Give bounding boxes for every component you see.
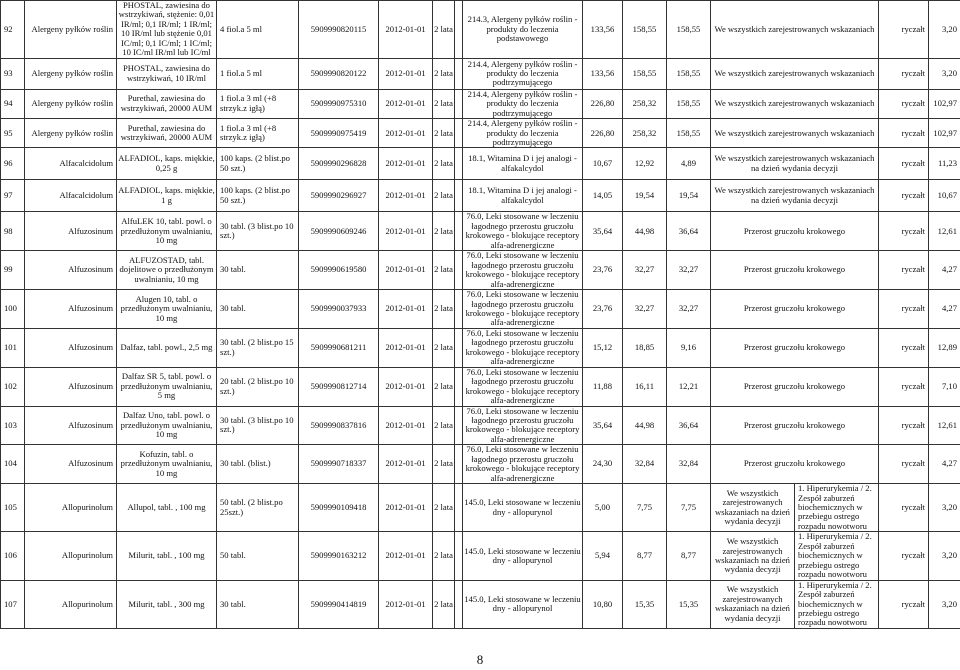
cell-empty bbox=[455, 580, 463, 628]
cell-date: 2012-01-01 bbox=[379, 58, 433, 89]
cell-price-limit: 7,75 bbox=[667, 484, 711, 532]
cell-price-official: 35,64 bbox=[583, 406, 623, 445]
table-row bbox=[1, 89, 960, 118]
cell-payment-level: ryczałt bbox=[879, 445, 929, 484]
cell-ean: 5909990837816 bbox=[299, 406, 379, 445]
cell-price-wholesale: 18,85 bbox=[623, 328, 667, 367]
cell-limit-group: 214.4, Alergeny pyłków roślin - produkty do leczenia podtrzymującego bbox=[463, 89, 583, 118]
cell-indications: We wszystkich zarejestrowanych wskazaniach na dzień wydania decyzji bbox=[711, 484, 795, 532]
cell-price-wholesale: 7,75 bbox=[623, 484, 667, 532]
cell-limit-group: 76.0, Leki stosowane w leczeniu łagodnego przerostu gruczołu krokowego - blokujące receptory alfa-adrenergiczne bbox=[463, 251, 583, 290]
cell-term: 2 lata bbox=[433, 58, 455, 89]
cell-limit-group: 18.1, Witamina D i jej analogi - alfakalcydol bbox=[463, 180, 583, 212]
cell-price-limit: 12,21 bbox=[667, 367, 711, 406]
cell-copayment: 12,61 bbox=[929, 212, 960, 251]
cell-payment-level: ryczałt bbox=[879, 367, 929, 406]
cell-substance: Allopurinolum bbox=[25, 580, 117, 628]
cell-product-form: Dalfaz, tabl. powl., 2,5 mg bbox=[117, 328, 217, 367]
cell-product-form: Purethal, zawiesina do wstrzykiwań, 20000 AUM bbox=[117, 89, 217, 118]
cell-package: 30 tabl. (2 blist.po 15 szt.) bbox=[217, 328, 299, 367]
cell-copayment: 11,23 bbox=[929, 148, 960, 180]
cell-price-limit: 19,54 bbox=[667, 180, 711, 212]
cell-number: 105 bbox=[1, 484, 25, 532]
cell-payment-level: ryczałt bbox=[879, 290, 929, 329]
cell-indications: We wszystkich zarejestrowanych wskazaniach bbox=[711, 1, 879, 59]
cell-price-limit: 15,35 bbox=[667, 580, 711, 628]
cell-price-wholesale: 19,54 bbox=[623, 180, 667, 212]
cell-empty bbox=[455, 251, 463, 290]
table-row bbox=[1, 212, 960, 251]
cell-term: 2 lata bbox=[433, 580, 455, 628]
cell-package: 100 kaps. (2 blist.po 50 szt.) bbox=[217, 148, 299, 180]
cell-price-official: 5,00 bbox=[583, 484, 623, 532]
cell-copayment: 7,10 bbox=[929, 367, 960, 406]
cell-copayment: 10,67 bbox=[929, 180, 960, 212]
cell-price-limit: 158,55 bbox=[667, 119, 711, 148]
table-row bbox=[1, 367, 960, 406]
cell-date: 2012-01-01 bbox=[379, 290, 433, 329]
cell-term: 2 lata bbox=[433, 290, 455, 329]
cell-price-official: 10,67 bbox=[583, 148, 623, 180]
cell-limit-group: 214.4, Alergeny pyłków roślin - produkty do leczenia podtrzymującego bbox=[463, 58, 583, 89]
cell-product-form: ALFUZOSTAD, tabl. dojelitowe o przedłużonym uwalnianiu, 10 mg bbox=[117, 251, 217, 290]
cell-copayment: 3,20 bbox=[929, 484, 960, 532]
cell-indications: We wszystkich zarejestrowanych wskazaniach na dzień wydania decyzji bbox=[711, 580, 795, 628]
cell-package: 4 fiol.a 5 ml bbox=[217, 1, 299, 59]
cell-copayment: 4,27 bbox=[929, 251, 960, 290]
cell-number: 102 bbox=[1, 367, 25, 406]
cell-empty bbox=[455, 212, 463, 251]
cell-term: 2 lata bbox=[433, 367, 455, 406]
cell-date: 2012-01-01 bbox=[379, 328, 433, 367]
cell-substance: Alergeny pyłków roślin bbox=[25, 58, 117, 89]
cell-indications: We wszystkich zarejestrowanych wskazaniach na dzień wydania decyzji bbox=[711, 180, 879, 212]
cell-indications: Przerost gruczołu krokowego bbox=[711, 251, 879, 290]
cell-package: 30 tabl. (blist.) bbox=[217, 445, 299, 484]
cell-date: 2012-01-01 bbox=[379, 532, 433, 580]
cell-copayment: 102,97 bbox=[929, 89, 960, 118]
cell-term: 2 lata bbox=[433, 119, 455, 148]
cell-indications-extra: 1. Hiperurykemia / 2. Zespół zaburzeń biochemicznych w przebiegu ostrego rozpadu nowotworu bbox=[795, 532, 879, 580]
cell-number: 101 bbox=[1, 328, 25, 367]
cell-payment-level: ryczałt bbox=[879, 251, 929, 290]
cell-date: 2012-01-01 bbox=[379, 148, 433, 180]
cell-substance: Allopurinolum bbox=[25, 532, 117, 580]
cell-product-form: Milurit, tabl. , 100 mg bbox=[117, 532, 217, 580]
cell-ean: 5909990975310 bbox=[299, 89, 379, 118]
cell-price-wholesale: 258,32 bbox=[623, 89, 667, 118]
cell-price-limit: 158,55 bbox=[667, 1, 711, 59]
cell-package: 30 tabl. (3 blist.po 10 szt.) bbox=[217, 212, 299, 251]
cell-copayment: 102,97 bbox=[929, 119, 960, 148]
cell-limit-group: 76.0, Leki stosowane w leczeniu łagodnego przerostu gruczołu krokowego - blokujące receptory alfa-adrenergiczne bbox=[463, 290, 583, 329]
table-row bbox=[1, 180, 960, 212]
cell-substance: Alfuzosinum bbox=[25, 251, 117, 290]
cell-empty bbox=[455, 148, 463, 180]
cell-limit-group: 18.1, Witamina D i jej analogi - alfakalcydol bbox=[463, 148, 583, 180]
cell-price-wholesale: 44,98 bbox=[623, 406, 667, 445]
table-row bbox=[1, 532, 960, 580]
cell-term: 2 lata bbox=[433, 406, 455, 445]
cell-copayment: 12,89 bbox=[929, 328, 960, 367]
cell-product-form: Allupol, tabl. , 100 mg bbox=[117, 484, 217, 532]
cell-product-form: Purethal, zawiesina do wstrzykiwań, 20000 AUM bbox=[117, 119, 217, 148]
cell-ean: 5909990296927 bbox=[299, 180, 379, 212]
cell-limit-group: 76.0, Leki stosowane w leczeniu łagodnego przerostu gruczołu krokowego - blokujące receptory alfa-adrenergiczne bbox=[463, 406, 583, 445]
cell-product-form: Dalfaz SR 5, tabl. powl. o przedłużonym uwalnianiu, 5 mg bbox=[117, 367, 217, 406]
cell-indications: We wszystkich zarejestrowanych wskazaniach bbox=[711, 58, 879, 89]
cell-product-form: Alugen 10, tabl. o przedłużonym uwalnianiu, 10 mg bbox=[117, 290, 217, 329]
cell-substance: Alfacalcidolum bbox=[25, 180, 117, 212]
cell-number: 103 bbox=[1, 406, 25, 445]
cell-product-form: ALFADIOL, kaps. miękkie, 1 g bbox=[117, 180, 217, 212]
cell-limit-group: 145.0, Leki stosowane w leczeniu dny - allopurynol bbox=[463, 484, 583, 532]
cell-substance: Alergeny pyłków roślin bbox=[25, 89, 117, 118]
cell-payment-level: ryczałt bbox=[879, 58, 929, 89]
cell-substance: Alergeny pyłków roślin bbox=[25, 119, 117, 148]
cell-price-wholesale: 32,27 bbox=[623, 290, 667, 329]
cell-price-limit: 4,89 bbox=[667, 148, 711, 180]
cell-indications: Przerost gruczołu krokowego bbox=[711, 367, 879, 406]
cell-product-form: AlfuLEK 10, tabl. powl. o przedłużonym uwalnianiu, 10 mg bbox=[117, 212, 217, 251]
cell-term: 2 lata bbox=[433, 484, 455, 532]
cell-payment-level: ryczałt bbox=[879, 119, 929, 148]
cell-limit-group: 76.0, Leki stosowane w leczeniu łagodnego przerostu gruczołu krokowego - blokujące receptory alfa-adrenergiczne bbox=[463, 212, 583, 251]
cell-date: 2012-01-01 bbox=[379, 212, 433, 251]
cell-indications: We wszystkich zarejestrowanych wskazaniach bbox=[711, 119, 879, 148]
table-row bbox=[1, 58, 960, 89]
cell-substance: Alfuzosinum bbox=[25, 328, 117, 367]
cell-substance: Alfuzosinum bbox=[25, 367, 117, 406]
cell-price-official: 226,80 bbox=[583, 89, 623, 118]
cell-date: 2012-01-01 bbox=[379, 445, 433, 484]
cell-price-official: 11,88 bbox=[583, 367, 623, 406]
cell-price-official: 24,30 bbox=[583, 445, 623, 484]
table-row bbox=[1, 148, 960, 180]
cell-product-form: ALFADIOL, kaps. miękkie, 0,25 g bbox=[117, 148, 217, 180]
cell-price-wholesale: 16,11 bbox=[623, 367, 667, 406]
cell-product-form: Dalfaz Uno, tabl. powl. o przedłużonym uwalnianiu, 10 mg bbox=[117, 406, 217, 445]
cell-price-limit: 8,77 bbox=[667, 532, 711, 580]
table-row bbox=[1, 119, 960, 148]
cell-number: 107 bbox=[1, 580, 25, 628]
cell-empty bbox=[455, 290, 463, 329]
cell-package: 50 tabl. (2 blist.po 25szt.) bbox=[217, 484, 299, 532]
cell-price-limit: 158,55 bbox=[667, 58, 711, 89]
cell-payment-level: ryczałt bbox=[879, 1, 929, 59]
cell-package: 1 fiol.a 3 ml (+8 strzyk.z igłą) bbox=[217, 119, 299, 148]
table-row bbox=[1, 406, 960, 445]
cell-price-official: 5,94 bbox=[583, 532, 623, 580]
cell-substance: Alfacalcidolum bbox=[25, 148, 117, 180]
cell-term: 2 lata bbox=[433, 180, 455, 212]
cell-number: 92 bbox=[1, 1, 25, 59]
cell-package: 1 fiol.a 5 ml bbox=[217, 58, 299, 89]
cell-number: 97 bbox=[1, 180, 25, 212]
cell-price-wholesale: 158,55 bbox=[623, 1, 667, 59]
cell-date: 2012-01-01 bbox=[379, 119, 433, 148]
cell-package: 1 fiol.a 3 ml (+8 strzyk.z igłą) bbox=[217, 89, 299, 118]
cell-date: 2012-01-01 bbox=[379, 580, 433, 628]
cell-term: 2 lata bbox=[433, 1, 455, 59]
cell-date: 2012-01-01 bbox=[379, 1, 433, 59]
cell-ean: 5909990037933 bbox=[299, 290, 379, 329]
cell-empty bbox=[455, 1, 463, 59]
cell-price-limit: 36,64 bbox=[667, 212, 711, 251]
cell-limit-group: 214.3, Alergeny pyłków roślin - produkty do leczenia podstawowego bbox=[463, 1, 583, 59]
cell-empty bbox=[455, 367, 463, 406]
cell-empty bbox=[455, 406, 463, 445]
cell-ean: 5909990414819 bbox=[299, 580, 379, 628]
cell-substance: Alergeny pyłków roślin bbox=[25, 1, 117, 59]
cell-number: 95 bbox=[1, 119, 25, 148]
cell-copayment: 3,20 bbox=[929, 1, 960, 59]
cell-empty bbox=[455, 119, 463, 148]
table-row bbox=[1, 484, 960, 532]
cell-empty bbox=[455, 532, 463, 580]
cell-limit-group: 76.0, Leki stosowane w leczeniu łagodnego przerostu gruczołu krokowego - blokujące receptory alfa-adrenergiczne bbox=[463, 445, 583, 484]
cell-substance: Alfuzosinum bbox=[25, 290, 117, 329]
table-row bbox=[1, 445, 960, 484]
table-row bbox=[1, 328, 960, 367]
cell-price-official: 23,76 bbox=[583, 251, 623, 290]
cell-substance: Alfuzosinum bbox=[25, 406, 117, 445]
cell-price-official: 15,12 bbox=[583, 328, 623, 367]
cell-ean: 5909990820115 bbox=[299, 1, 379, 59]
cell-payment-level: ryczałt bbox=[879, 532, 929, 580]
cell-price-official: 226,80 bbox=[583, 119, 623, 148]
cell-indications: We wszystkich zarejestrowanych wskazaniach na dzień wydania decyzji bbox=[711, 148, 879, 180]
cell-indications: Przerost gruczołu krokowego bbox=[711, 290, 879, 329]
table-row bbox=[1, 251, 960, 290]
cell-date: 2012-01-01 bbox=[379, 89, 433, 118]
cell-price-wholesale: 158,55 bbox=[623, 58, 667, 89]
cell-copayment: 4,27 bbox=[929, 290, 960, 329]
cell-price-limit: 158,55 bbox=[667, 89, 711, 118]
cell-indications: We wszystkich zarejestrowanych wskazaniach na dzień wydania decyzji bbox=[711, 532, 795, 580]
cell-copayment: 3,20 bbox=[929, 58, 960, 89]
cell-payment-level: ryczałt bbox=[879, 406, 929, 445]
cell-ean: 5909990296828 bbox=[299, 148, 379, 180]
cell-copayment: 4,27 bbox=[929, 445, 960, 484]
cell-price-official: 133,56 bbox=[583, 58, 623, 89]
cell-copayment: 3,20 bbox=[929, 532, 960, 580]
cell-price-official: 133,56 bbox=[583, 1, 623, 59]
page-number: 8 bbox=[476, 652, 484, 667]
cell-package: 100 kaps. (2 blist.po 50 szt.) bbox=[217, 180, 299, 212]
cell-term: 2 lata bbox=[433, 212, 455, 251]
cell-price-limit: 32,27 bbox=[667, 251, 711, 290]
cell-ean: 5909990619580 bbox=[299, 251, 379, 290]
cell-term: 2 lata bbox=[433, 328, 455, 367]
cell-product-form: Milurit, tabl. , 300 mg bbox=[117, 580, 217, 628]
cell-price-wholesale: 32,84 bbox=[623, 445, 667, 484]
cell-empty bbox=[455, 58, 463, 89]
cell-ean: 5909990820122 bbox=[299, 58, 379, 89]
cell-date: 2012-01-01 bbox=[379, 406, 433, 445]
cell-copayment: 3,20 bbox=[929, 580, 960, 628]
cell-term: 2 lata bbox=[433, 89, 455, 118]
cell-term: 2 lata bbox=[433, 148, 455, 180]
cell-date: 2012-01-01 bbox=[379, 367, 433, 406]
table-row bbox=[1, 290, 960, 329]
table-row bbox=[1, 580, 960, 628]
cell-substance: Alfuzosinum bbox=[25, 212, 117, 251]
cell-number: 99 bbox=[1, 251, 25, 290]
cell-term: 2 lata bbox=[433, 445, 455, 484]
cell-price-official: 23,76 bbox=[583, 290, 623, 329]
cell-payment-level: ryczałt bbox=[879, 484, 929, 532]
cell-price-wholesale: 15,35 bbox=[623, 580, 667, 628]
cell-empty bbox=[455, 445, 463, 484]
cell-payment-level: ryczałt bbox=[879, 89, 929, 118]
cell-empty bbox=[455, 328, 463, 367]
cell-copayment: 12,61 bbox=[929, 406, 960, 445]
cell-number: 96 bbox=[1, 148, 25, 180]
cell-limit-group: 145.0, Leki stosowane w leczeniu dny - allopurynol bbox=[463, 532, 583, 580]
cell-price-wholesale: 32,27 bbox=[623, 251, 667, 290]
cell-product-form: PHOSTAL, zawiesina do wstrzykiwań, 10 IR/ml bbox=[117, 58, 217, 89]
cell-payment-level: ryczałt bbox=[879, 580, 929, 628]
cell-substance: Allopurinolum bbox=[25, 484, 117, 532]
cell-indications: We wszystkich zarejestrowanych wskazaniach bbox=[711, 89, 879, 118]
cell-payment-level: ryczałt bbox=[879, 180, 929, 212]
cell-term: 2 lata bbox=[433, 251, 455, 290]
cell-package: 30 tabl. bbox=[217, 290, 299, 329]
cell-price-wholesale: 44,98 bbox=[623, 212, 667, 251]
cell-indications-extra: 1. Hiperurykemia / 2. Zespół zaburzeń biochemicznych w przebiegu ostrego rozpadu nowotworu bbox=[795, 580, 879, 628]
table-body bbox=[1, 1, 960, 629]
cell-number: 93 bbox=[1, 58, 25, 89]
cell-empty bbox=[455, 89, 463, 118]
cell-price-wholesale: 12,92 bbox=[623, 148, 667, 180]
cell-indications: Przerost gruczołu krokowego bbox=[711, 445, 879, 484]
cell-price-limit: 32,84 bbox=[667, 445, 711, 484]
cell-price-limit: 36,64 bbox=[667, 406, 711, 445]
cell-limit-group: 76.0, Leki stosowane w leczeniu łagodnego przerostu gruczołu krokowego - blokujące receptory alfa-adrenergiczne bbox=[463, 328, 583, 367]
cell-indications: Przerost gruczołu krokowego bbox=[711, 212, 879, 251]
cell-product-form: PHOSTAL, zawiesina do wstrzykiwań, stężenie: 0,01 IR/ml; 0,1 IR/ml; 1 IR/ml; 10 IR/ml lub stężenie 0,01 IC/ml; 0,1 IC/ml; 1 IC/ml; 10 IC/ml IR/ml lub IC/ml bbox=[117, 1, 217, 59]
cell-price-limit: 9,16 bbox=[667, 328, 711, 367]
cell-number: 94 bbox=[1, 89, 25, 118]
cell-package: 30 tabl. bbox=[217, 580, 299, 628]
cell-ean: 5909990163212 bbox=[299, 532, 379, 580]
table-row bbox=[1, 1, 960, 59]
cell-ean: 5909990609246 bbox=[299, 212, 379, 251]
cell-indications-extra: 1. Hiperurykemia / 2. Zespół zaburzeń biochemicznych w przebiegu ostrego rozpadu nowotworu bbox=[795, 484, 879, 532]
cell-empty bbox=[455, 484, 463, 532]
cell-limit-group: 214.4, Alergeny pyłków roślin - produkty do leczenia podtrzymującego bbox=[463, 119, 583, 148]
cell-price-limit: 32,27 bbox=[667, 290, 711, 329]
cell-ean: 5909990718337 bbox=[299, 445, 379, 484]
cell-ean: 5909990681211 bbox=[299, 328, 379, 367]
cell-ean: 5909990975419 bbox=[299, 119, 379, 148]
cell-price-official: 14,05 bbox=[583, 180, 623, 212]
cell-ean: 5909990109418 bbox=[299, 484, 379, 532]
cell-term: 2 lata bbox=[433, 532, 455, 580]
cell-payment-level: ryczałt bbox=[879, 148, 929, 180]
cell-ean: 5909990812714 bbox=[299, 367, 379, 406]
cell-product-form: Kofuzin, tabl. o przedłużonym uwalnianiu, 10 mg bbox=[117, 445, 217, 484]
cell-payment-level: ryczałt bbox=[879, 328, 929, 367]
cell-empty bbox=[455, 180, 463, 212]
cell-indications: Przerost gruczołu krokowego bbox=[711, 328, 879, 367]
cell-substance: Alfuzosinum bbox=[25, 445, 117, 484]
cell-package: 50 tabl. bbox=[217, 532, 299, 580]
cell-limit-group: 145.0, Leki stosowane w leczeniu dny - allopurynol bbox=[463, 580, 583, 628]
cell-price-wholesale: 258,32 bbox=[623, 119, 667, 148]
cell-number: 104 bbox=[1, 445, 25, 484]
cell-price-official: 35,64 bbox=[583, 212, 623, 251]
cell-number: 98 bbox=[1, 212, 25, 251]
cell-price-wholesale: 8,77 bbox=[623, 532, 667, 580]
cell-price-official: 10,80 bbox=[583, 580, 623, 628]
cell-number: 100 bbox=[1, 290, 25, 329]
cell-limit-group: 76.0, Leki stosowane w leczeniu łagodnego przerostu gruczołu krokowego - blokujące receptory alfa-adrenergiczne bbox=[463, 367, 583, 406]
cell-number: 106 bbox=[1, 532, 25, 580]
cell-date: 2012-01-01 bbox=[379, 484, 433, 532]
cell-date: 2012-01-01 bbox=[379, 180, 433, 212]
cell-package: 20 tabl. (2 blist.po 10 szt.) bbox=[217, 367, 299, 406]
cell-payment-level: ryczałt bbox=[879, 212, 929, 251]
cell-package: 30 tabl. bbox=[217, 251, 299, 290]
cell-date: 2012-01-01 bbox=[379, 251, 433, 290]
cell-package: 30 tabl. (3 blist.po 10 szt.) bbox=[217, 406, 299, 445]
cell-indications: Przerost gruczołu krokowego bbox=[711, 406, 879, 445]
